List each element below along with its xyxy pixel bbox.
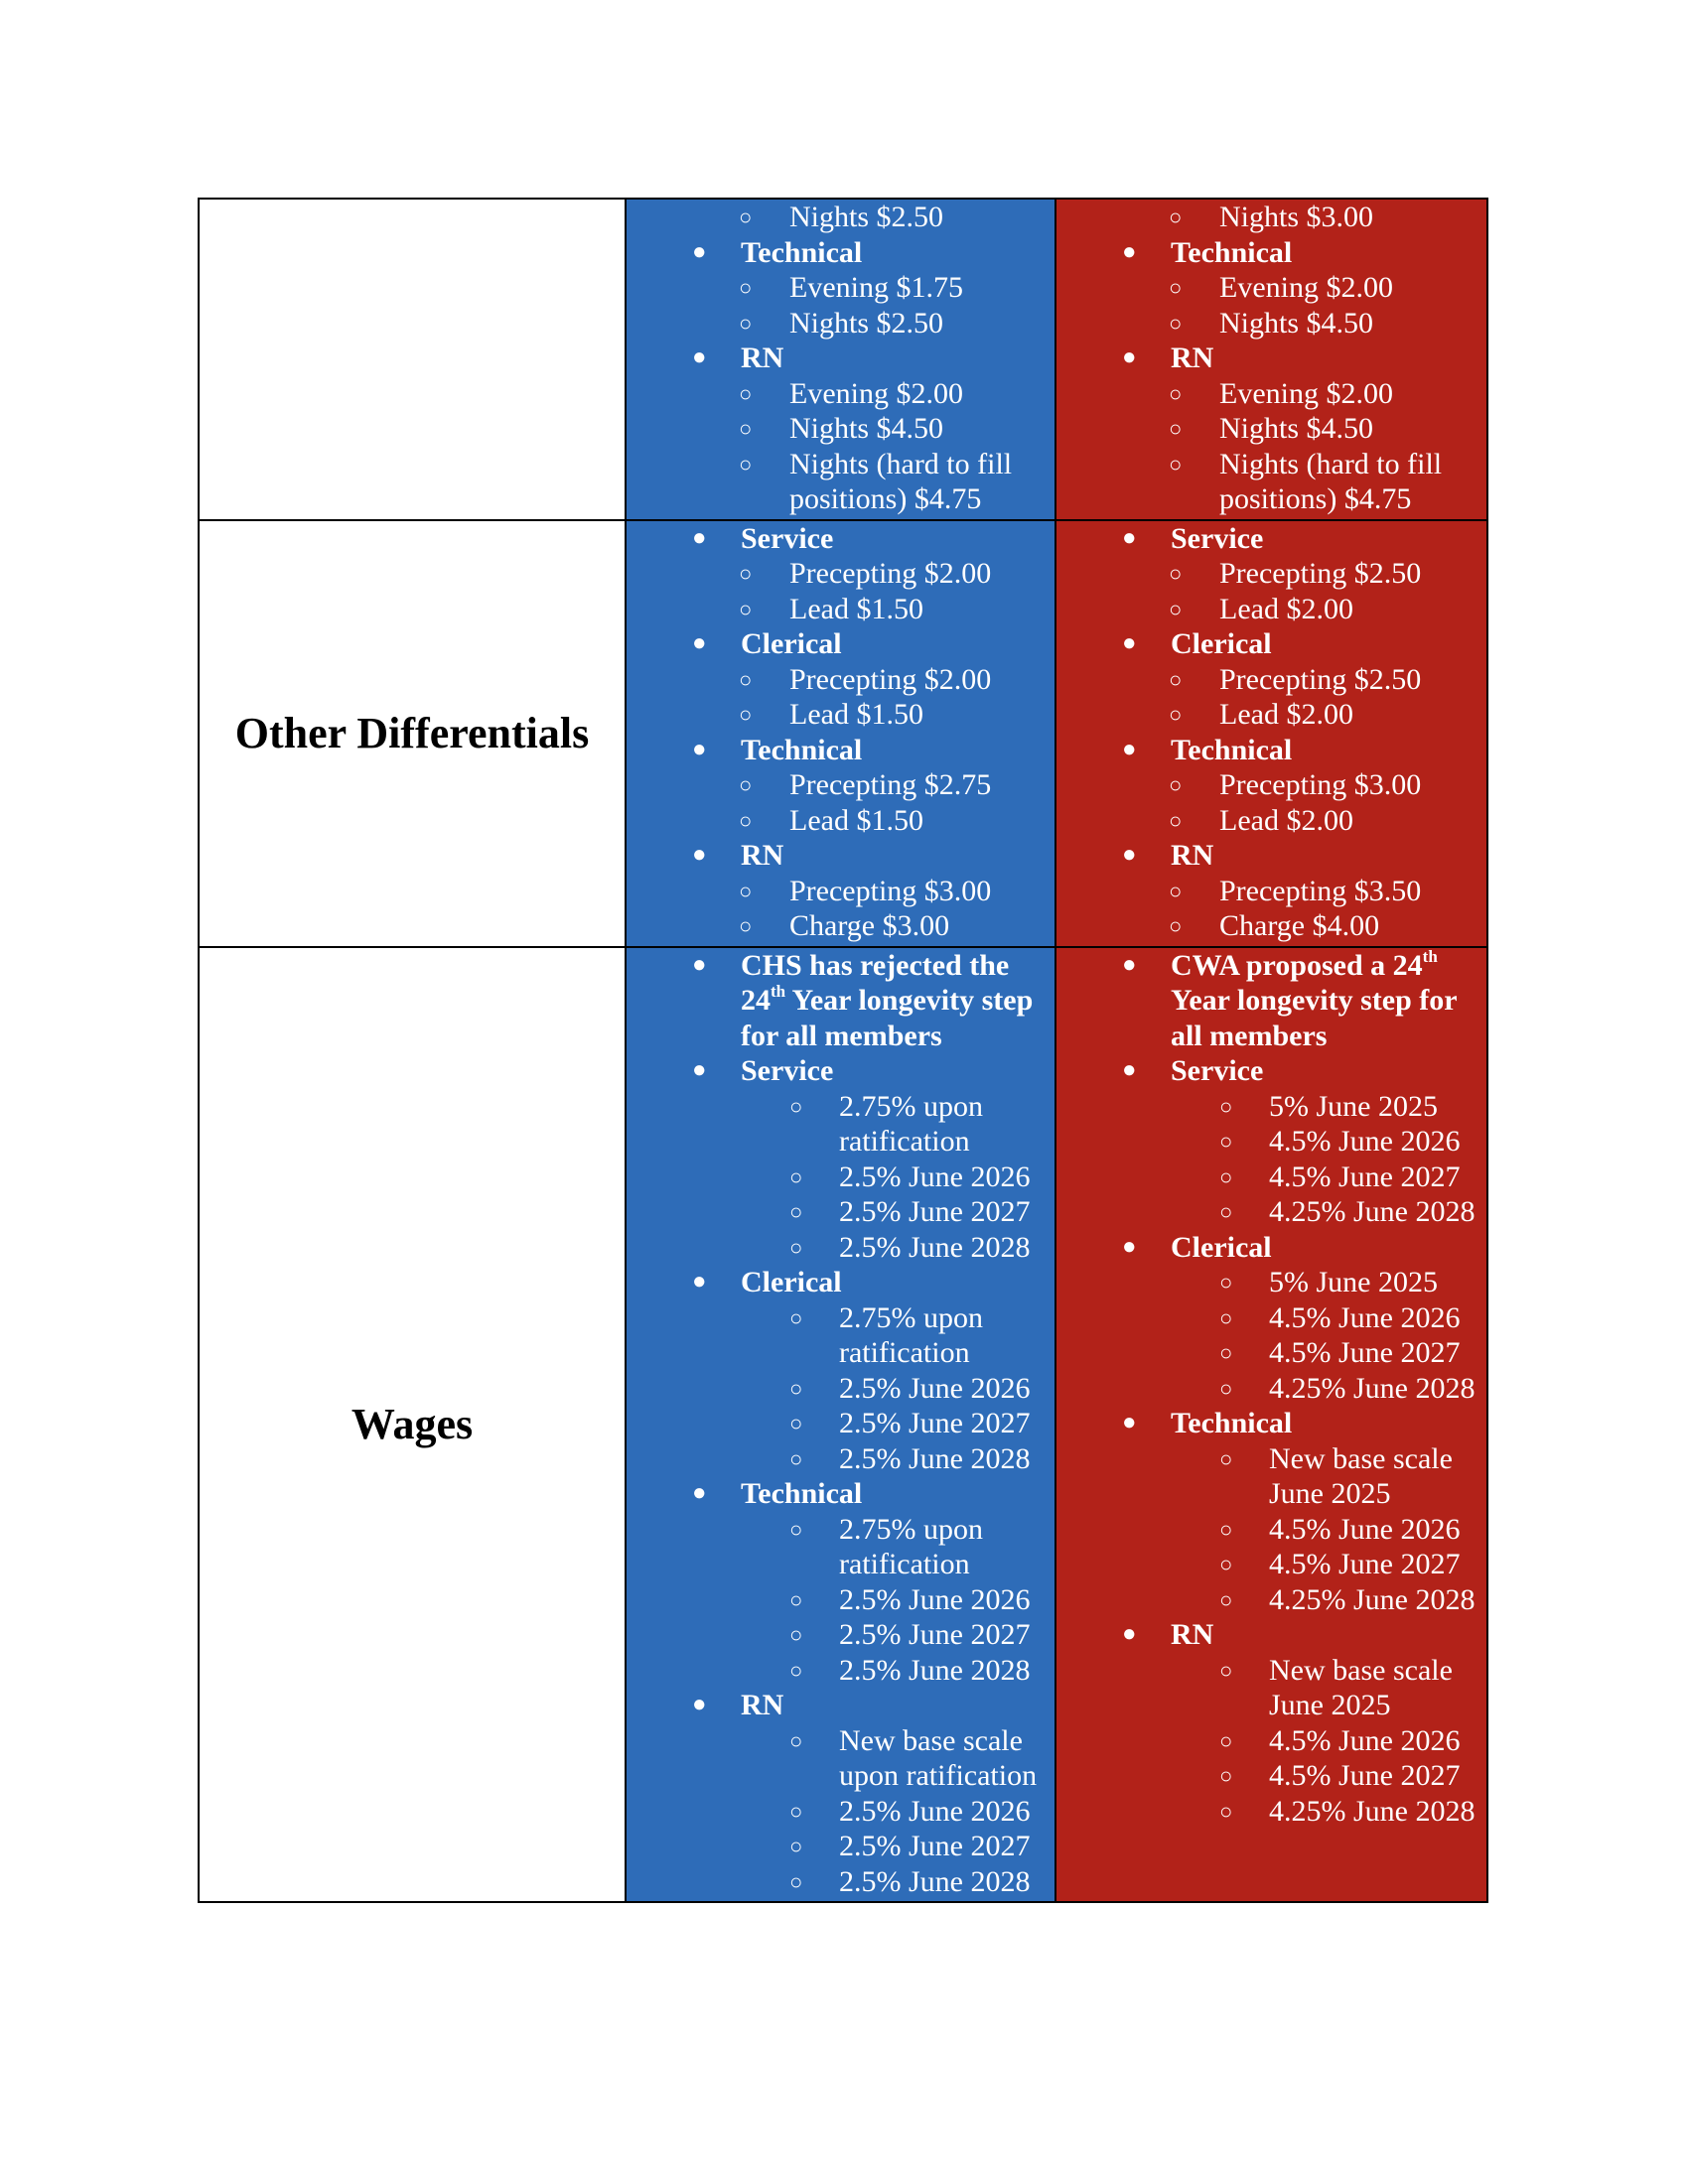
- item-text: 2.5% June 2026: [839, 1794, 1031, 1828]
- value-item: [1056, 908, 1486, 944]
- item-text: Clerical: [741, 627, 842, 660]
- item-text: 5% June 2025: [1269, 1089, 1438, 1123]
- item-text: Precepting $2.00: [789, 662, 992, 696]
- hollow-bullet-icon: ○: [1169, 380, 1183, 406]
- category-item: [1056, 733, 1486, 768]
- category-item: [627, 521, 1055, 557]
- item-text: 2.75% upon ratification: [839, 1300, 983, 1369]
- hollow-bullet-icon: ○: [789, 1586, 803, 1612]
- value-item: [627, 767, 1055, 803]
- item-text: Service: [741, 521, 834, 555]
- item-text: Clerical: [1171, 627, 1272, 660]
- value-item: [1056, 1794, 1486, 1830]
- value-item: [627, 411, 1055, 447]
- cwa-proposal-cell: [1055, 199, 1487, 520]
- value-item: [1056, 556, 1486, 592]
- item-text: 4.25% June 2028: [1269, 1371, 1476, 1405]
- filled-bullet-icon: ●: [1122, 1410, 1137, 1435]
- filled-bullet-icon: ●: [1122, 344, 1137, 370]
- hollow-bullet-icon: ○: [1219, 1445, 1233, 1471]
- item-text: Technical: [1171, 235, 1293, 269]
- value-item: [627, 376, 1055, 412]
- item-text: Charge $3.00: [789, 909, 950, 942]
- filled-bullet-icon: ●: [1122, 951, 1137, 978]
- row-label: Other Differentials: [234, 709, 590, 757]
- value-item: [1056, 1547, 1486, 1582]
- chs-proposal-list: [627, 948, 1055, 1902]
- hollow-bullet-icon: ○: [1169, 310, 1183, 336]
- hollow-bullet-icon: ○: [1169, 772, 1183, 797]
- category-item: [1056, 341, 1486, 376]
- filled-bullet-icon: ●: [1122, 630, 1137, 656]
- chs-proposal-list: [627, 200, 1055, 519]
- value-item: [627, 1582, 1055, 1618]
- category-item: [627, 733, 1055, 768]
- chs-proposal-list: [627, 521, 1055, 946]
- value-item: [1056, 306, 1486, 341]
- filled-bullet-icon: ●: [1122, 1057, 1137, 1083]
- value-item: [1056, 1124, 1486, 1160]
- hollow-bullet-icon: ○: [1219, 1093, 1233, 1119]
- hollow-bullet-icon: ○: [739, 666, 753, 692]
- item-text: 4.5% June 2026: [1269, 1512, 1461, 1546]
- value-item: [1056, 411, 1486, 447]
- item-text: Nights $4.50: [789, 412, 944, 445]
- hollow-bullet-icon: ○: [1219, 1199, 1233, 1224]
- item-text: Technical: [741, 1477, 863, 1510]
- hollow-bullet-icon: ○: [789, 1411, 803, 1435]
- filled-bullet-icon: ●: [692, 344, 707, 370]
- hollow-bullet-icon: ○: [1169, 416, 1183, 441]
- item-text: Service: [1171, 1054, 1264, 1087]
- category-item: [627, 1053, 1055, 1089]
- hollow-bullet-icon: ○: [739, 380, 753, 406]
- value-item: [627, 270, 1055, 306]
- row-label: Wages: [351, 1400, 474, 1449]
- value-item: [627, 697, 1055, 733]
- value-item: [627, 1723, 1055, 1794]
- filled-bullet-icon: ●: [692, 1269, 707, 1295]
- item-text: Evening $2.00: [1219, 271, 1393, 304]
- category-item: [1056, 838, 1486, 874]
- item-text: Technical: [741, 733, 863, 766]
- filled-bullet-icon: ●: [692, 238, 707, 265]
- value-item: [1056, 1089, 1486, 1125]
- filled-bullet-icon: ●: [1122, 842, 1137, 868]
- hollow-bullet-icon: ○: [1219, 1375, 1233, 1401]
- item-text: Precepting $2.50: [1219, 662, 1422, 696]
- hollow-bullet-icon: ○: [789, 1304, 803, 1330]
- table-row: [199, 199, 1487, 520]
- hollow-bullet-icon: ○: [739, 702, 753, 727]
- hollow-bullet-icon: ○: [1219, 1552, 1233, 1576]
- value-item: [1056, 1300, 1486, 1336]
- differentials-wages-comparison-table: [198, 198, 1488, 1903]
- hollow-bullet-icon: ○: [739, 772, 753, 797]
- filled-bullet-icon: ●: [692, 524, 707, 551]
- item-text: Nights (hard to fill positions) $4.75: [789, 447, 1013, 515]
- category-item: [1056, 521, 1486, 557]
- item-text: Charge $4.00: [1219, 909, 1380, 942]
- hollow-bullet-icon: ○: [1219, 1304, 1233, 1330]
- value-item: [627, 592, 1055, 627]
- item-text: Service: [741, 1054, 834, 1087]
- value-item: [627, 200, 1055, 235]
- category-item: [1056, 1617, 1486, 1653]
- value-item: [627, 306, 1055, 341]
- item-text: Nights $3.00: [1219, 201, 1374, 233]
- hollow-bullet-icon: ○: [789, 1516, 803, 1542]
- hollow-bullet-icon: ○: [739, 596, 753, 621]
- filled-bullet-icon: ●: [692, 1057, 707, 1083]
- item-text: 2.5% June 2026: [839, 1371, 1031, 1405]
- item-text: Precepting $2.00: [789, 557, 992, 590]
- hollow-bullet-icon: ○: [739, 807, 753, 833]
- cwa-proposal-cell: [1055, 520, 1487, 947]
- hollow-bullet-icon: ○: [1169, 807, 1183, 833]
- chs-proposal-cell: [626, 199, 1055, 520]
- hollow-bullet-icon: ○: [1219, 1657, 1233, 1683]
- hollow-bullet-icon: ○: [1169, 596, 1183, 621]
- item-text: Clerical: [741, 1266, 842, 1298]
- value-item: [627, 1617, 1055, 1653]
- value-item: [627, 1089, 1055, 1160]
- hollow-bullet-icon: ○: [739, 451, 753, 477]
- value-item: [1056, 1653, 1486, 1723]
- chs-proposal-cell: [626, 947, 1055, 1903]
- category-item: [1056, 1230, 1486, 1266]
- item-text: Evening $1.75: [789, 271, 963, 304]
- hollow-bullet-icon: ○: [789, 1622, 803, 1647]
- value-item: [627, 1441, 1055, 1477]
- hollow-bullet-icon: ○: [789, 1163, 803, 1189]
- hollow-bullet-icon: ○: [1219, 1129, 1233, 1154]
- item-text: 4.25% June 2028: [1269, 1582, 1476, 1616]
- item-text: RN: [741, 1689, 784, 1721]
- value-item: [1056, 1371, 1486, 1407]
- value-item: [627, 1864, 1055, 1900]
- value-item: [1056, 592, 1486, 627]
- item-text: Nights $4.50: [1219, 306, 1374, 340]
- item-text: 2.5% June 2027: [839, 1195, 1031, 1228]
- item-text: Precepting $2.75: [789, 768, 992, 801]
- item-text: 2.75% upon ratification: [839, 1512, 983, 1580]
- item-text: 2.5% June 2028: [839, 1864, 1031, 1898]
- item-text: 2.5% June 2028: [839, 1230, 1031, 1264]
- item-text: RN: [1171, 341, 1214, 374]
- hollow-bullet-icon: ○: [1219, 1516, 1233, 1542]
- category-item: [627, 1476, 1055, 1512]
- value-item: [1056, 447, 1486, 517]
- category-item: [1056, 626, 1486, 662]
- item-text: 4.5% June 2027: [1269, 1336, 1461, 1369]
- value-item: [1056, 1582, 1486, 1618]
- category-item: [627, 341, 1055, 376]
- hollow-bullet-icon: ○: [1219, 1586, 1233, 1612]
- hollow-bullet-icon: ○: [1219, 1270, 1233, 1295]
- table-row: [199, 520, 1487, 947]
- value-item: [627, 1300, 1055, 1371]
- value-item: [1056, 376, 1486, 412]
- value-item: [1056, 1723, 1486, 1759]
- chs-proposal-cell: [626, 520, 1055, 947]
- filled-bullet-icon: ●: [1122, 736, 1137, 762]
- cwa-proposal-list: [1056, 521, 1486, 946]
- hollow-bullet-icon: ○: [1169, 913, 1183, 938]
- item-text: Precepting $3.00: [1219, 768, 1422, 801]
- value-item: [1056, 1194, 1486, 1230]
- item-text: RN: [741, 341, 784, 374]
- item-text: Precepting $3.50: [1219, 874, 1422, 907]
- category-item: [1056, 1406, 1486, 1441]
- category-item: [1056, 948, 1486, 1054]
- item-text: 2.5% June 2027: [839, 1618, 1031, 1651]
- hollow-bullet-icon: ○: [1219, 1727, 1233, 1753]
- item-text: 4.5% June 2027: [1269, 1160, 1461, 1193]
- row-label-cell: [199, 947, 626, 1903]
- item-text: Nights (hard to fill positions) $4.75: [1219, 447, 1443, 515]
- value-item: [1056, 662, 1486, 698]
- hollow-bullet-icon: ○: [739, 310, 753, 336]
- item-text: New base scale upon ratification: [839, 1723, 1038, 1792]
- hollow-bullet-icon: ○: [739, 913, 753, 938]
- item-text: Clerical: [1171, 1230, 1272, 1264]
- row-label-cell: [199, 199, 626, 520]
- value-item: [1056, 270, 1486, 306]
- category-item: [1056, 235, 1486, 271]
- category-item: [627, 626, 1055, 662]
- filled-bullet-icon: ●: [692, 630, 707, 656]
- filled-bullet-icon: ●: [692, 1692, 707, 1717]
- hollow-bullet-icon: ○: [1219, 1763, 1233, 1788]
- item-text: 4.5% June 2027: [1269, 1759, 1461, 1792]
- value-item: [627, 1829, 1055, 1864]
- row-label-cell: [199, 520, 626, 947]
- item-text: 2.5% June 2028: [839, 1653, 1031, 1687]
- hollow-bullet-icon: ○: [1169, 205, 1183, 229]
- item-text: 5% June 2025: [1269, 1266, 1438, 1298]
- value-item: [627, 874, 1055, 909]
- item-text: Nights $4.50: [1219, 412, 1374, 445]
- filled-bullet-icon: ●: [1122, 238, 1137, 265]
- item-text: Technical: [741, 235, 863, 269]
- hollow-bullet-icon: ○: [1169, 702, 1183, 727]
- item-text: 2.5% June 2026: [839, 1160, 1031, 1193]
- category-item: [1056, 1053, 1486, 1089]
- filled-bullet-icon: ●: [1122, 524, 1137, 551]
- hollow-bullet-icon: ○: [1169, 561, 1183, 586]
- item-text: 2.5% June 2027: [839, 1830, 1031, 1862]
- category-item: [627, 948, 1055, 1054]
- hollow-bullet-icon: ○: [1169, 451, 1183, 477]
- value-item: [1056, 1758, 1486, 1794]
- value-item: [1056, 803, 1486, 839]
- item-text: Evening $2.00: [789, 376, 963, 410]
- value-item: [1056, 1512, 1486, 1548]
- hollow-bullet-icon: ○: [1169, 275, 1183, 300]
- item-text: 4.5% June 2027: [1269, 1548, 1461, 1580]
- item-text: 4.5% June 2026: [1269, 1125, 1461, 1158]
- hollow-bullet-icon: ○: [789, 1093, 803, 1119]
- value-item: [1056, 1160, 1486, 1195]
- item-text: Lead $1.50: [789, 592, 923, 625]
- value-item: [627, 908, 1055, 944]
- hollow-bullet-icon: ○: [1169, 666, 1183, 692]
- item-text: Evening $2.00: [1219, 376, 1393, 410]
- cwa-proposal-cell: [1055, 947, 1487, 1903]
- value-item: [1056, 874, 1486, 909]
- value-item: [627, 1371, 1055, 1407]
- item-text: Lead $2.00: [1219, 698, 1353, 731]
- filled-bullet-icon: ●: [692, 1480, 707, 1506]
- item-text: 2.5% June 2026: [839, 1582, 1031, 1616]
- category-item: [627, 1265, 1055, 1300]
- value-item: [627, 1794, 1055, 1830]
- item-text: Precepting $3.00: [789, 874, 992, 907]
- item-text: 4.25% June 2028: [1269, 1794, 1476, 1828]
- filled-bullet-icon: ●: [692, 736, 707, 762]
- item-text: Technical: [1171, 1407, 1293, 1439]
- item-text: 2.5% June 2028: [839, 1441, 1031, 1475]
- category-item: [627, 838, 1055, 874]
- value-item: [1056, 1265, 1486, 1300]
- value-item: [627, 1194, 1055, 1230]
- item-text: RN: [1171, 839, 1214, 872]
- hollow-bullet-icon: ○: [739, 561, 753, 586]
- table-row: [199, 947, 1487, 1903]
- filled-bullet-icon: ●: [692, 951, 707, 978]
- value-item: [627, 1653, 1055, 1689]
- item-text: Precepting $2.50: [1219, 557, 1422, 590]
- hollow-bullet-icon: ○: [1219, 1340, 1233, 1365]
- item-text: Lead $2.00: [1219, 592, 1353, 625]
- hollow-bullet-icon: ○: [1169, 878, 1183, 903]
- hollow-bullet-icon: ○: [789, 1727, 803, 1753]
- table-body: [199, 199, 1487, 1902]
- item-text: CWA proposed a 24th Year longevity step for all members: [1171, 946, 1458, 1052]
- value-item: [1056, 767, 1486, 803]
- value-item: [627, 1406, 1055, 1441]
- item-text: 4.5% June 2026: [1269, 1723, 1461, 1757]
- item-text: Nights $2.50: [789, 306, 944, 340]
- value-item: [627, 1230, 1055, 1266]
- filled-bullet-icon: ●: [1122, 1621, 1137, 1647]
- hollow-bullet-icon: ○: [789, 1657, 803, 1683]
- item-text: CHS has rejected the 24th Year longevity step for all members: [741, 948, 1034, 1052]
- value-item: [627, 447, 1055, 517]
- item-text: 2.75% upon ratification: [839, 1089, 983, 1158]
- hollow-bullet-icon: ○: [789, 1834, 803, 1858]
- item-text: RN: [1171, 1618, 1214, 1651]
- value-item: [627, 1512, 1055, 1582]
- value-item: [627, 556, 1055, 592]
- hollow-bullet-icon: ○: [1219, 1163, 1233, 1189]
- value-item: [1056, 200, 1486, 235]
- item-text: Lead $2.00: [1219, 803, 1353, 837]
- value-item: [1056, 1441, 1486, 1512]
- item-text: 2.5% June 2027: [839, 1407, 1031, 1439]
- hollow-bullet-icon: ○: [789, 1868, 803, 1894]
- hollow-bullet-icon: ○: [789, 1375, 803, 1401]
- filled-bullet-icon: ●: [1122, 1233, 1137, 1260]
- value-item: [627, 803, 1055, 839]
- hollow-bullet-icon: ○: [739, 205, 753, 229]
- item-text: New base scale June 2025: [1269, 1653, 1453, 1721]
- cwa-proposal-list: [1056, 200, 1486, 519]
- hollow-bullet-icon: ○: [789, 1798, 803, 1824]
- hollow-bullet-icon: ○: [789, 1199, 803, 1224]
- value-item: [1056, 697, 1486, 733]
- cwa-proposal-list: [1056, 948, 1486, 1832]
- value-item: [627, 1160, 1055, 1195]
- category-item: [627, 235, 1055, 271]
- item-text: RN: [741, 839, 784, 872]
- hollow-bullet-icon: ○: [739, 275, 753, 300]
- category-item: [627, 1688, 1055, 1723]
- value-item: [1056, 1335, 1486, 1371]
- item-text: New base scale June 2025: [1269, 1441, 1453, 1510]
- hollow-bullet-icon: ○: [739, 416, 753, 441]
- item-text: Lead $1.50: [789, 698, 923, 731]
- item-text: Service: [1171, 521, 1264, 555]
- item-text: Lead $1.50: [789, 803, 923, 837]
- hollow-bullet-icon: ○: [789, 1445, 803, 1471]
- hollow-bullet-icon: ○: [1219, 1798, 1233, 1824]
- item-text: Nights $2.50: [789, 201, 944, 233]
- item-text: 4.5% June 2026: [1269, 1300, 1461, 1334]
- value-item: [627, 662, 1055, 698]
- hollow-bullet-icon: ○: [739, 878, 753, 903]
- item-text: Technical: [1171, 733, 1293, 766]
- hollow-bullet-icon: ○: [789, 1234, 803, 1260]
- item-text: 4.25% June 2028: [1269, 1195, 1476, 1228]
- filled-bullet-icon: ●: [692, 842, 707, 868]
